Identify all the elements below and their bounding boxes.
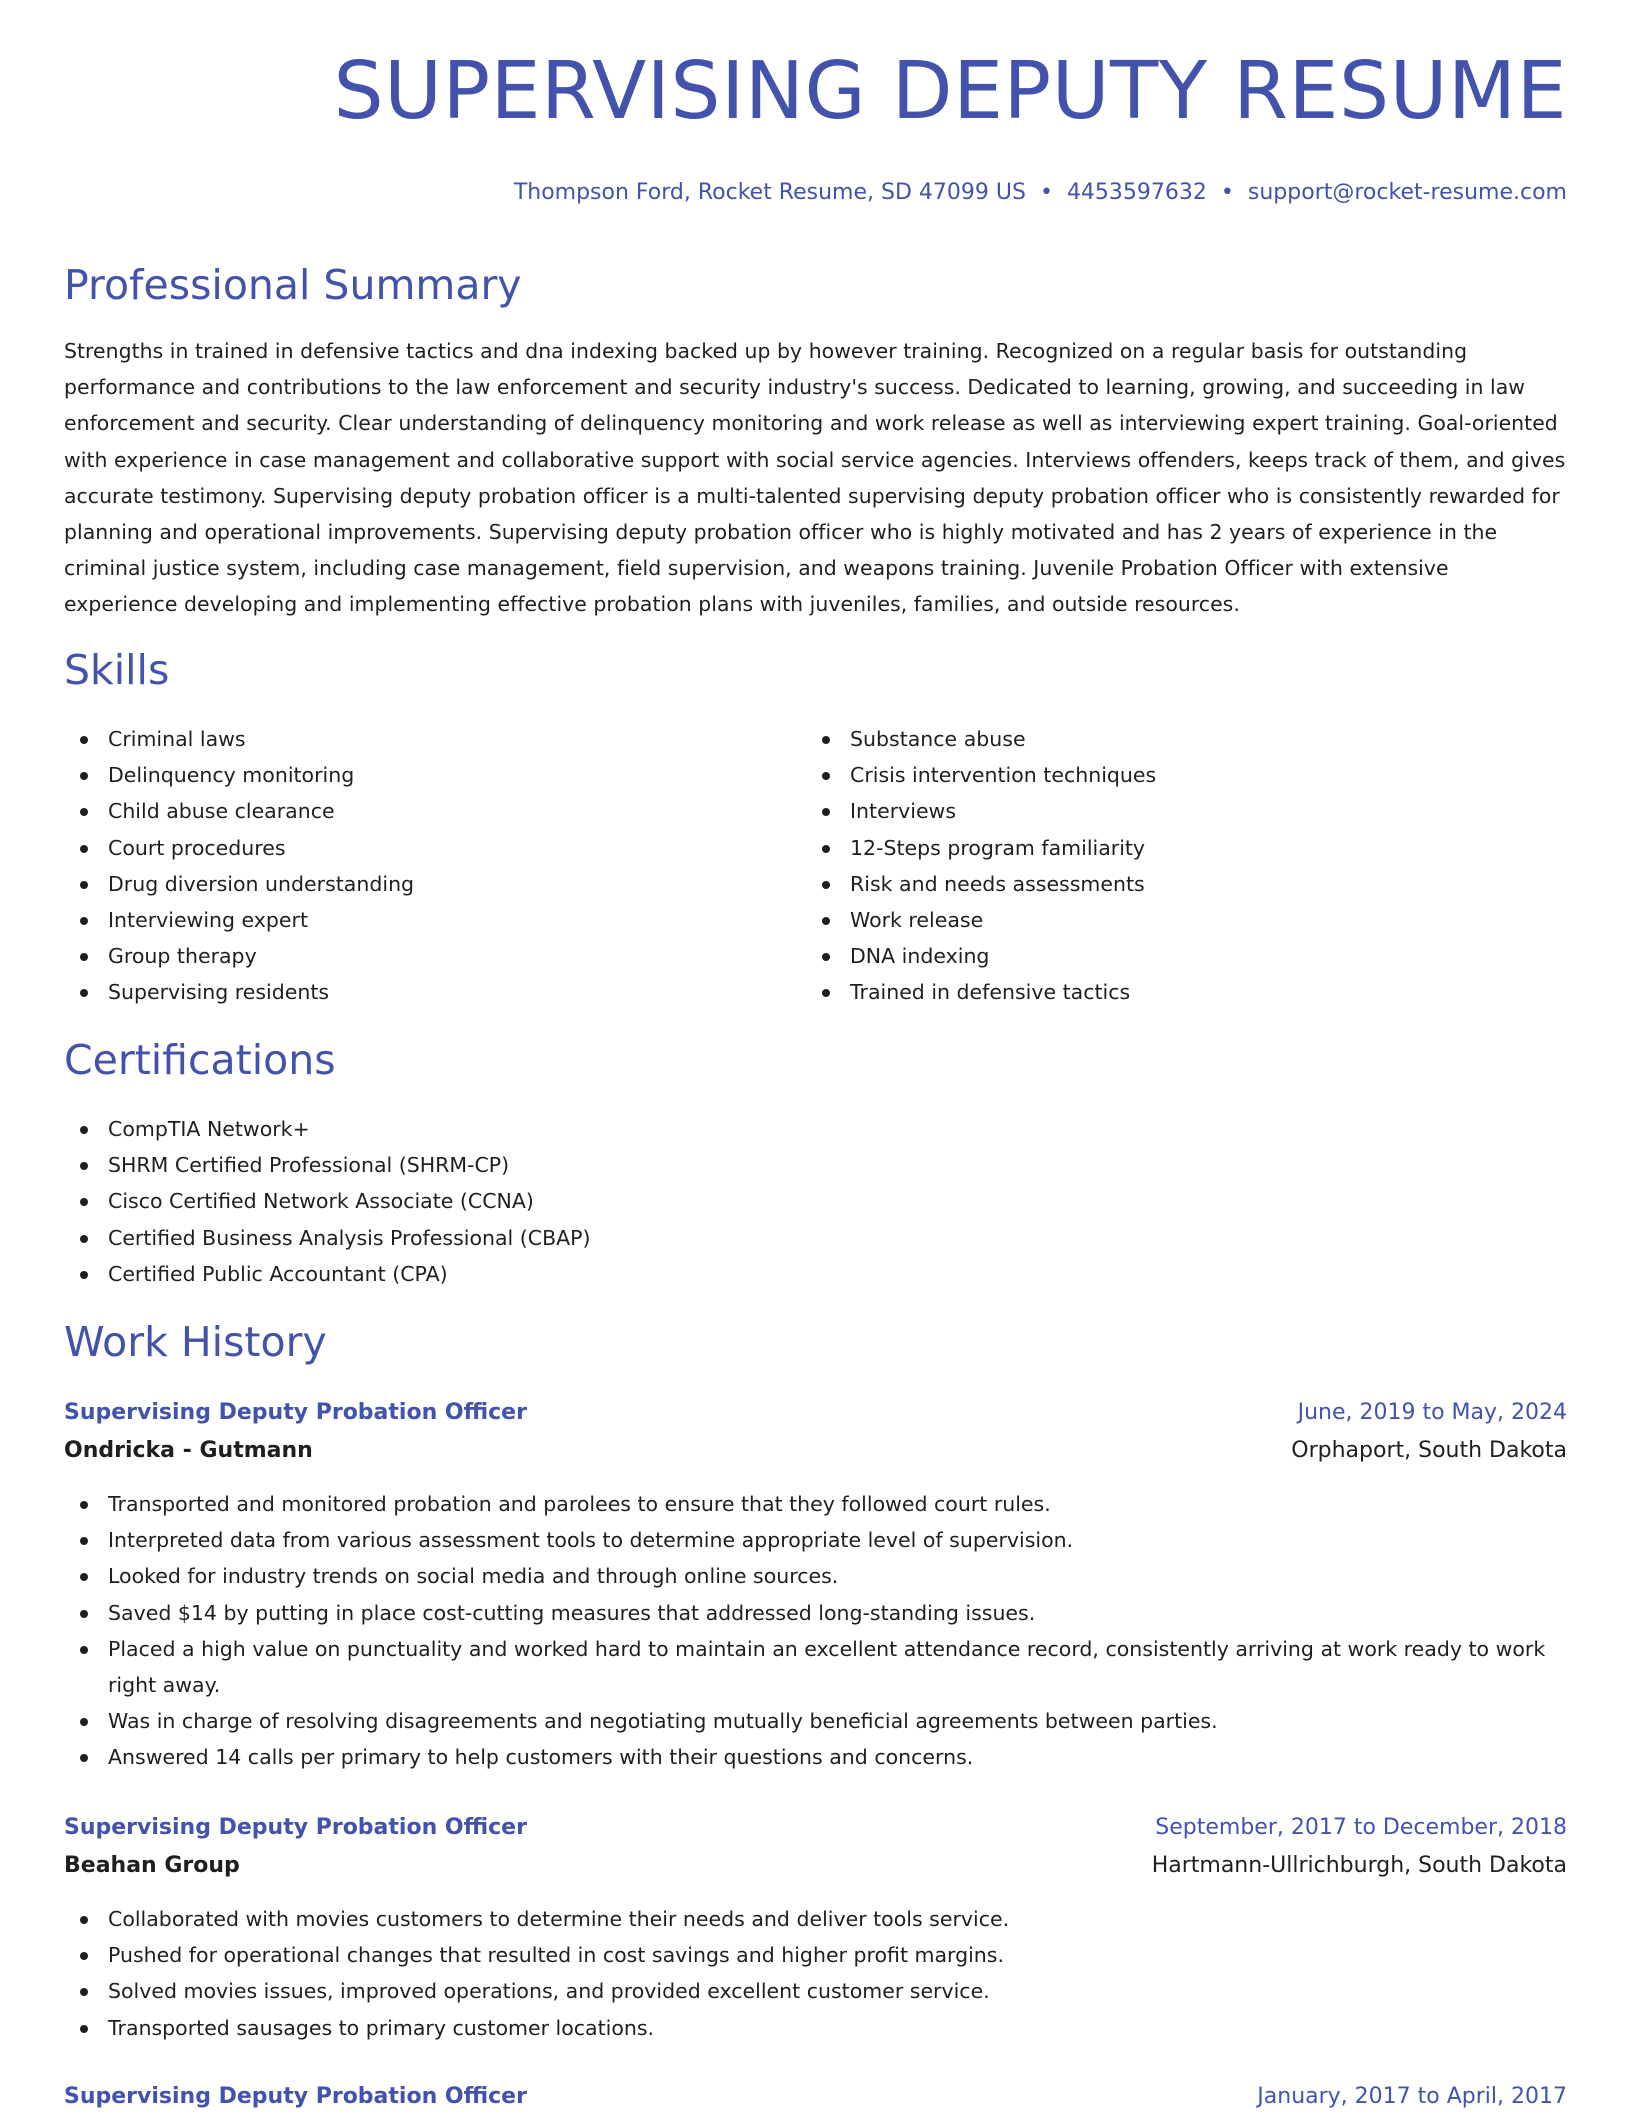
job-title: Supervising Deputy Probation Officer (64, 1400, 527, 1425)
certification-item: SHRM Certified Professional (SHRM-CP) (64, 1147, 1567, 1183)
skill-item: Group therapy (64, 938, 804, 974)
contact-phone: 4453597632 (1066, 180, 1207, 205)
work-history-heading: Work History (64, 1318, 327, 1366)
summary-heading: Professional Summary (64, 261, 522, 309)
job-entry (64, 1811, 1567, 2046)
skills-list-left (64, 721, 804, 1011)
job-bullet: Saved $14 by putting in place cost-cutting measures that addressed long-standing issues. (64, 1595, 1567, 1631)
job-title: Supervising Deputy Probation Officer (64, 1815, 527, 1840)
skill-item: Interviews (806, 793, 1546, 829)
skill-item: Crisis intervention techniques (806, 757, 1546, 793)
skills-heading: Skills (64, 646, 170, 694)
contact-separator: • (1220, 180, 1234, 205)
job-entry (64, 1396, 1567, 1776)
certification-item: Cisco Certified Network Associate (CCNA) (64, 1183, 1567, 1219)
certifications-list (64, 1111, 1567, 1292)
skill-item: 12-Steps program familiarity (806, 830, 1546, 866)
job-bullet: Collaborated with movies customers to determine their needs and deliver tools service. (64, 1901, 1567, 1937)
job-dates: September, 2017 to December, 2018 (1155, 1815, 1567, 1840)
summary-text: Strengths in trained in defensive tactics and dna indexing backed up by however training. Recognized on a regular basis for outstanding performance and contributions to the law enforcement and security industry's success. Dedicated to learning, growing, and succeeding in law enforcement and security. Clear understanding of delinquency monitoring and work release as well as interviewing expert training. Goal-oriented with experience in case management and collaborative support with social service agencies. Interviews offenders, keeps track of them, and gives accurate testimony. Supervising deputy probation officer is a multi-talented supervising deputy probation officer who is consistently rewarded for planning and operational improvements. Supervising deputy probation officer who is highly motivated and has 2 years of experience in the criminal justice system, including case management, field supervision, and weapons training. Juvenile Probation Officer with extensive experience developing and implementing effective probation plans with juveniles, families, and outside resources. (64, 339, 1566, 617)
certification-item: Certified Business Analysis Professional (CBAP) (64, 1220, 1567, 1256)
resume-title: SUPERVISING DEPUTY RESUME (333, 45, 1567, 137)
job-company: Beahan Group (64, 1853, 240, 1878)
job-bullet: Solved movies issues, improved operations, and provided excellent customer service. (64, 1973, 1567, 2009)
job-title: Supervising Deputy Probation Officer (64, 2084, 527, 2109)
skill-item: Drug diversion understanding (64, 866, 804, 902)
contact-email: support@rocket-resume.com (1247, 180, 1567, 205)
contact-separator: • (1039, 180, 1053, 205)
job-location: Orphaport, South Dakota (1291, 1438, 1567, 1463)
job-bullet: Was in charge of resolving disagreements and negotiating mutually beneficial agreements between parties. (64, 1703, 1567, 1739)
job-bullet: Looked for industry trends on social media and through online sources. (64, 1558, 1567, 1594)
job-header-row (64, 2080, 1567, 2118)
skill-item: Trained in defensive tactics (806, 974, 1546, 1010)
skill-item: Child abuse clearance (64, 793, 804, 829)
job-bullets (64, 1486, 1567, 1776)
job-bullet: Answered 14 calls per primary to help customers with their questions and concerns. (64, 1739, 1567, 1775)
job-bullet: Pushed for operational changes that resulted in cost savings and higher profit margins. (64, 1937, 1567, 1973)
certification-item: CompTIA Network+ (64, 1111, 1567, 1147)
job-bullets (64, 1901, 1567, 2046)
job-company-row (64, 1434, 1567, 1472)
certifications-heading: Certifications (64, 1036, 336, 1084)
job-company-row (64, 1849, 1567, 1887)
contact-line (514, 182, 1567, 204)
contact-address: Thompson Ford, Rocket Resume, SD 47099 US (513, 180, 1026, 205)
job-location: Hartmann-Ullrichburgh, South Dakota (1151, 1853, 1567, 1878)
job-dates: January, 2017 to April, 2017 (1257, 2084, 1567, 2109)
skill-item: Court procedures (64, 830, 804, 866)
skill-item: Supervising residents (64, 974, 804, 1010)
skill-item: Risk and needs assessments (806, 866, 1546, 902)
certification-item: Certified Public Accountant (CPA) (64, 1256, 1567, 1292)
skill-item: Criminal laws (64, 721, 804, 757)
skill-item: Work release (806, 902, 1546, 938)
job-header-row (64, 1811, 1567, 1849)
job-bullet: Transported sausages to primary customer locations. (64, 2010, 1567, 2046)
skill-item: DNA indexing (806, 938, 1546, 974)
skill-item: Delinquency monitoring (64, 757, 804, 793)
skills-list-right (806, 721, 1546, 1011)
job-bullet: Interpreted data from various assessment tools to determine appropriate level of supervision. (64, 1522, 1567, 1558)
job-bullet: Placed a high value on punctuality and worked hard to maintain an excellent attendance record, consistently arriving at work ready to work right away. (64, 1631, 1567, 1703)
job-header-row (64, 1396, 1567, 1434)
job-entry (64, 2080, 1567, 2118)
skill-item: Substance abuse (806, 721, 1546, 757)
job-dates: June, 2019 to May, 2024 (1297, 1400, 1567, 1425)
job-bullet: Transported and monitored probation and parolees to ensure that they followed court rules. (64, 1486, 1567, 1522)
skill-item: Interviewing expert (64, 902, 804, 938)
job-company: Ondricka - Gutmann (64, 1438, 313, 1463)
